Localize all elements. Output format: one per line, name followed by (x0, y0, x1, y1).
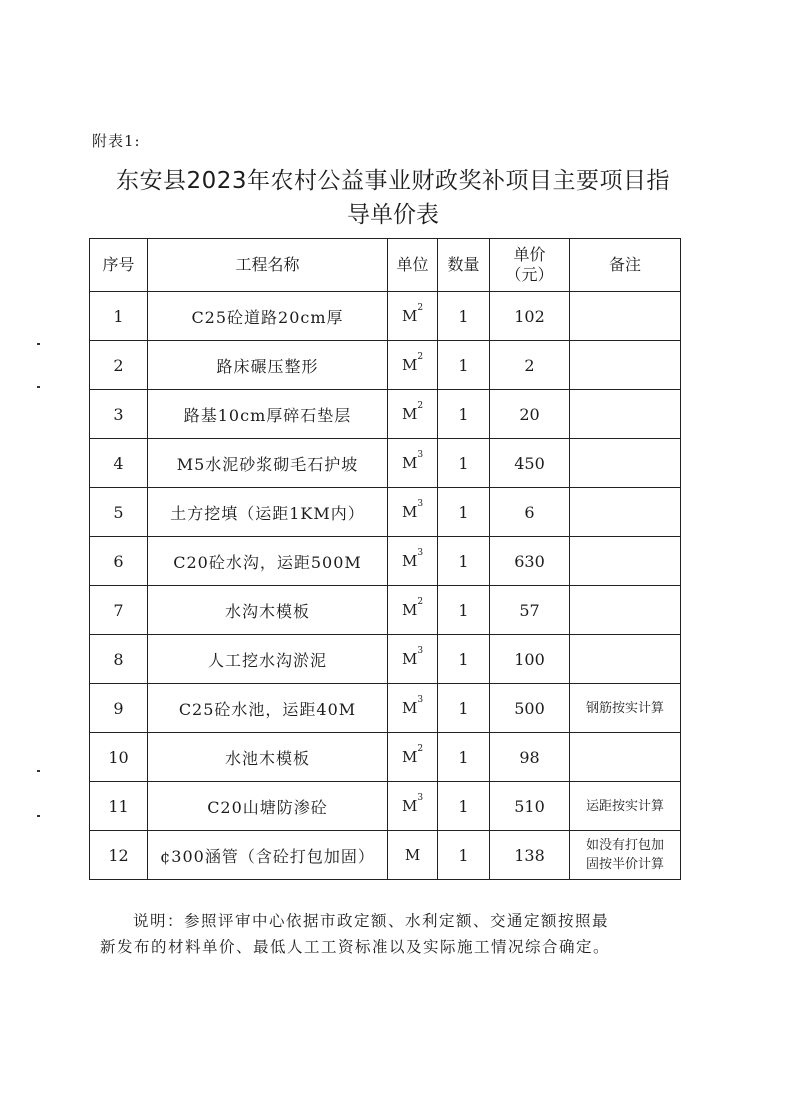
row-project-name: C20砼水沟，运距500M (148, 537, 388, 586)
row-unit (388, 390, 438, 439)
row-quantity: 1 (438, 782, 490, 831)
unit-symbol: M (401, 601, 418, 619)
row-unit-price: 100 (490, 635, 570, 684)
unit-symbol: M (401, 552, 418, 570)
row-index: 12 (90, 831, 148, 880)
scan-speck (37, 770, 40, 772)
row-index: 9 (90, 684, 148, 733)
row-index: 6 (90, 537, 148, 586)
table-row (90, 733, 681, 782)
document-title-line1: 东安县2023年农村公益事业财政奖补项目主要项目指 (115, 168, 671, 194)
remark-line1: 如没有打包加 (585, 838, 664, 853)
row-remark (570, 831, 681, 880)
unit-symbol: M (401, 356, 418, 374)
row-quantity: 1 (438, 684, 490, 733)
footnote (100, 908, 690, 960)
row-unit (388, 537, 438, 586)
row-unit (388, 733, 438, 782)
row-remark (570, 684, 681, 733)
header-index: 序号 (90, 239, 148, 292)
unit-exponent: 2 (417, 352, 424, 362)
row-unit (388, 439, 438, 488)
row-remark (570, 390, 681, 439)
row-quantity: 1 (438, 635, 490, 684)
row-unit-price: 450 (490, 439, 570, 488)
header-unit-price-label: 单价 (513, 245, 546, 264)
row-remark (570, 586, 681, 635)
footnote-line1: 说明：参照评审中心依据市政定额、水利定额、交通定额按照最 (133, 912, 610, 930)
row-quantity: 1 (438, 831, 490, 880)
unit-symbol: M (401, 503, 418, 521)
unit-exponent: 2 (417, 401, 424, 411)
row-project-name: 人工挖水沟淤泥 (148, 635, 388, 684)
row-project-name: ¢300涵管（含砼打包加固） (148, 831, 388, 880)
row-project-name: 土方挖填（运距1KM内） (148, 488, 388, 537)
row-remark (570, 537, 681, 586)
row-unit-price: 138 (490, 831, 570, 880)
table-row (90, 341, 681, 390)
document-title-line2: 导单价表 (347, 202, 439, 228)
row-remark (570, 292, 681, 341)
header-unit: 单位 (388, 239, 438, 292)
row-index: 10 (90, 733, 148, 782)
scan-speck (37, 343, 40, 345)
row-quantity: 1 (438, 586, 490, 635)
unit-symbol: M (404, 846, 421, 864)
row-project-name: M5水泥砂浆砌毛石护坡 (148, 439, 388, 488)
row-index: 5 (90, 488, 148, 537)
row-index: 4 (90, 439, 148, 488)
remark-line1: 运距按实计算 (585, 798, 664, 814)
row-quantity: 1 (438, 733, 490, 782)
header-remark: 备注 (570, 239, 681, 292)
row-quantity: 1 (438, 341, 490, 390)
row-unit-price: 57 (490, 586, 570, 635)
row-remark (570, 439, 681, 488)
table-row (90, 537, 681, 586)
table-row (90, 292, 681, 341)
footnote-line2: 新发布的材料单价、最低人工工资标准以及实际施工情况综合确定。 (100, 938, 611, 956)
row-unit (388, 488, 438, 537)
row-index: 8 (90, 635, 148, 684)
remark-line1: 钢筋按实计算 (585, 700, 664, 716)
table-row (90, 782, 681, 831)
header-unit-price-currency: （元） (505, 265, 554, 284)
unit-price-table (89, 238, 681, 880)
row-index: 2 (90, 341, 148, 390)
row-unit-price: 510 (490, 782, 570, 831)
row-unit-price: 6 (490, 488, 570, 537)
row-project-name: 水沟木模板 (148, 586, 388, 635)
header-unit-price (490, 239, 570, 292)
row-project-name: C25砼道路20cm厚 (148, 292, 388, 341)
table-row (90, 586, 681, 635)
unit-exponent: 3 (417, 548, 424, 558)
unit-exponent: 3 (417, 695, 424, 705)
table-row (90, 390, 681, 439)
row-unit-price: 20 (490, 390, 570, 439)
table-row (90, 635, 681, 684)
unit-exponent: 3 (417, 646, 424, 656)
row-unit (388, 782, 438, 831)
row-unit (388, 635, 438, 684)
scan-speck (37, 386, 40, 388)
row-project-name: 路床碾压整形 (148, 341, 388, 390)
row-project-name: 水池木模板 (148, 733, 388, 782)
row-unit (388, 831, 438, 880)
row-unit-price: 98 (490, 733, 570, 782)
remark-line2: 固按半价计算 (585, 857, 664, 872)
unit-symbol: M (401, 699, 418, 717)
row-project-name: 路基10cm厚碎石垫层 (148, 390, 388, 439)
row-unit (388, 292, 438, 341)
row-project-name: C20山塘防渗砼 (148, 782, 388, 831)
unit-symbol: M (401, 797, 418, 815)
attachment-label: 附表1: (92, 132, 141, 150)
table-row (90, 439, 681, 488)
row-quantity: 1 (438, 390, 490, 439)
scan-speck (37, 815, 40, 817)
row-unit-price: 500 (490, 684, 570, 733)
row-remark (570, 635, 681, 684)
table-row (90, 831, 681, 880)
row-remark (570, 488, 681, 537)
unit-exponent: 3 (417, 793, 424, 803)
table-header-row (90, 239, 681, 292)
row-quantity: 1 (438, 439, 490, 488)
row-unit-price: 102 (490, 292, 570, 341)
row-unit-price: 2 (490, 341, 570, 390)
row-index: 11 (90, 782, 148, 831)
unit-symbol: M (401, 454, 418, 472)
unit-symbol: M (401, 650, 418, 668)
row-quantity: 1 (438, 537, 490, 586)
row-unit (388, 341, 438, 390)
row-remark (570, 782, 681, 831)
row-index: 7 (90, 586, 148, 635)
row-unit (388, 684, 438, 733)
row-unit (388, 586, 438, 635)
row-quantity: 1 (438, 488, 490, 537)
row-index: 3 (90, 390, 148, 439)
row-remark (570, 341, 681, 390)
row-unit-price: 630 (490, 537, 570, 586)
unit-exponent: 2 (417, 597, 424, 607)
unit-exponent: 3 (417, 450, 424, 460)
row-remark (570, 733, 681, 782)
header-project-name: 工程名称 (148, 239, 388, 292)
unit-symbol: M (401, 307, 418, 325)
unit-symbol: M (401, 405, 418, 423)
unit-exponent: 3 (417, 499, 424, 509)
row-project-name: C25砼水池，运距40M (148, 684, 388, 733)
unit-exponent: 2 (417, 744, 424, 754)
row-quantity: 1 (438, 292, 490, 341)
unit-exponent: 2 (417, 303, 424, 313)
table-row (90, 488, 681, 537)
unit-symbol: M (401, 748, 418, 766)
table-row (90, 684, 681, 733)
row-index: 1 (90, 292, 148, 341)
header-quantity: 数量 (438, 239, 490, 292)
